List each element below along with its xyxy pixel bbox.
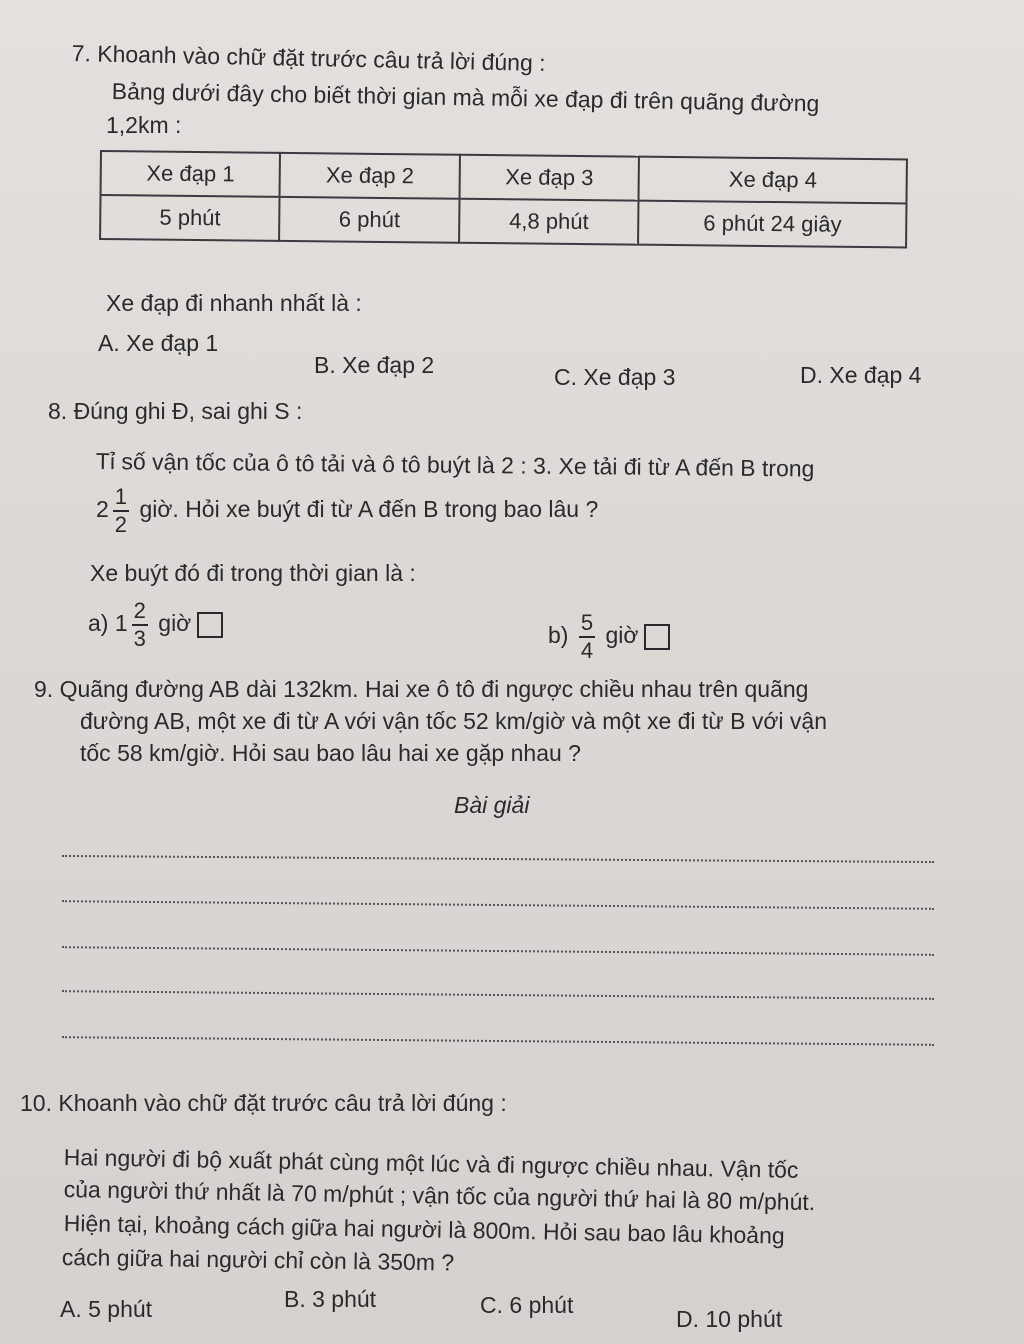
answer-line[interactable] xyxy=(62,855,934,863)
bike-time-table xyxy=(99,150,908,248)
q7-option-a[interactable]: A. Xe đạp 1 xyxy=(98,330,219,356)
q8-option-a-unit: giờ xyxy=(158,610,192,637)
q7-intro-line1: Bảng dưới đây cho biết thời gian mà mỗi xe đạp đi trên quãng đường xyxy=(111,78,820,117)
q8-option-a-checkbox[interactable] xyxy=(197,612,223,638)
answer-line[interactable] xyxy=(62,946,934,956)
table-cell: 6 phút xyxy=(280,197,460,243)
q10-title: 10. Khoanh vào chữ đặt trước câu trả lời đúng : xyxy=(20,1090,507,1116)
q8-fraction xyxy=(113,486,129,536)
q7-intro-line2: 1,2km : xyxy=(106,112,182,138)
fraction-numerator: 5 xyxy=(579,612,595,638)
q8-title: 8. Đúng ghi Đ, sai ghi S : xyxy=(48,398,303,424)
table-header-cell: Xe đạp 1 xyxy=(101,151,281,197)
table-header-cell: Xe đạp 4 xyxy=(639,157,907,204)
q8-option-b-checkbox[interactable] xyxy=(644,624,670,650)
q10-option-d[interactable]: D. 10 phút xyxy=(676,1306,783,1332)
q9-line1: 9. Quãng đường AB dài 132km. Hai xe ô tô đi ngược chiều nhau trên quãng xyxy=(34,676,809,702)
fraction-numerator: 2 xyxy=(132,600,148,626)
q10-line4: cách giữa hai người chỉ còn là 350m ? xyxy=(61,1244,455,1276)
q8-line2 xyxy=(96,486,598,536)
q7-title: 7. Khoanh vào chữ đặt trước câu trả lời đúng : xyxy=(71,40,546,76)
table-row xyxy=(100,195,906,247)
answer-line[interactable] xyxy=(62,1036,934,1046)
q8-mixed-whole: 2 xyxy=(96,496,109,523)
q10-option-c[interactable]: C. 6 phút xyxy=(480,1292,574,1318)
q8-option-a xyxy=(88,600,223,650)
q8-line1: Tỉ số vận tốc của ô tô tải và ô tô buýt là 2 : 3. Xe tải đi từ A đến B trong xyxy=(95,448,815,482)
q9-solution-heading: Bài giải xyxy=(454,792,530,818)
q9-line2: đường AB, một xe đi từ A với vận tốc 52 km/giờ và một xe đi từ B với vận xyxy=(80,708,827,734)
table-cell: 5 phút xyxy=(100,195,280,241)
q8-option-b-fraction xyxy=(579,612,595,662)
q8-option-a-whole: 1 xyxy=(114,610,128,637)
fraction-denominator: 3 xyxy=(133,626,146,651)
table-header-cell: Xe đạp 3 xyxy=(459,155,639,201)
q8-option-a-label: a) xyxy=(88,610,109,637)
table-header-cell: Xe đạp 2 xyxy=(280,153,460,199)
table-cell: 6 phút 24 giây xyxy=(638,201,906,248)
q7-option-b[interactable]: B. Xe đạp 2 xyxy=(314,352,435,378)
answer-line[interactable] xyxy=(62,900,934,910)
q8-option-b xyxy=(548,612,670,662)
q8-option-b-label: b) xyxy=(548,622,569,649)
q8-option-b-unit: giờ xyxy=(605,622,639,649)
q10-line1: Hai người đi bộ xuất phát cùng một lúc và đi ngược chiều nhau. Vận tốc xyxy=(63,1144,799,1183)
q7-question: Xe đạp đi nhanh nhất là : xyxy=(106,290,362,316)
q10-option-b[interactable]: B. 3 phút xyxy=(284,1286,377,1312)
q9-line3: tốc 58 km/giờ. Hỏi sau bao lâu hai xe gặp nhau ? xyxy=(80,740,581,766)
q8-option-a-fraction xyxy=(132,600,148,650)
fraction-numerator: 1 xyxy=(113,486,129,512)
q8-line2-text: giờ. Hỏi xe buýt đi từ A đến B trong bao lâu ? xyxy=(139,496,599,523)
q10-line2: của người thứ nhất là 70 m/phút ; vận tốc của người thứ hai là 80 m/phút. xyxy=(63,1176,816,1216)
table-cell: 4,8 phút xyxy=(459,199,639,245)
fraction-denominator: 2 xyxy=(114,512,128,537)
q7-option-d[interactable]: D. Xe đạp 4 xyxy=(800,362,922,388)
answer-line[interactable] xyxy=(62,990,934,1000)
q7-option-c[interactable]: C. Xe đạp 3 xyxy=(554,364,676,390)
q10-option-a[interactable]: A. 5 phút xyxy=(60,1296,153,1322)
q10-line3: Hiện tại, khoảng cách giữa hai người là 800m. Hỏi sau bao lâu khoảng xyxy=(63,1210,785,1249)
fraction-denominator: 4 xyxy=(580,638,594,663)
q8-statement: Xe buýt đó đi trong thời gian là : xyxy=(90,560,416,586)
